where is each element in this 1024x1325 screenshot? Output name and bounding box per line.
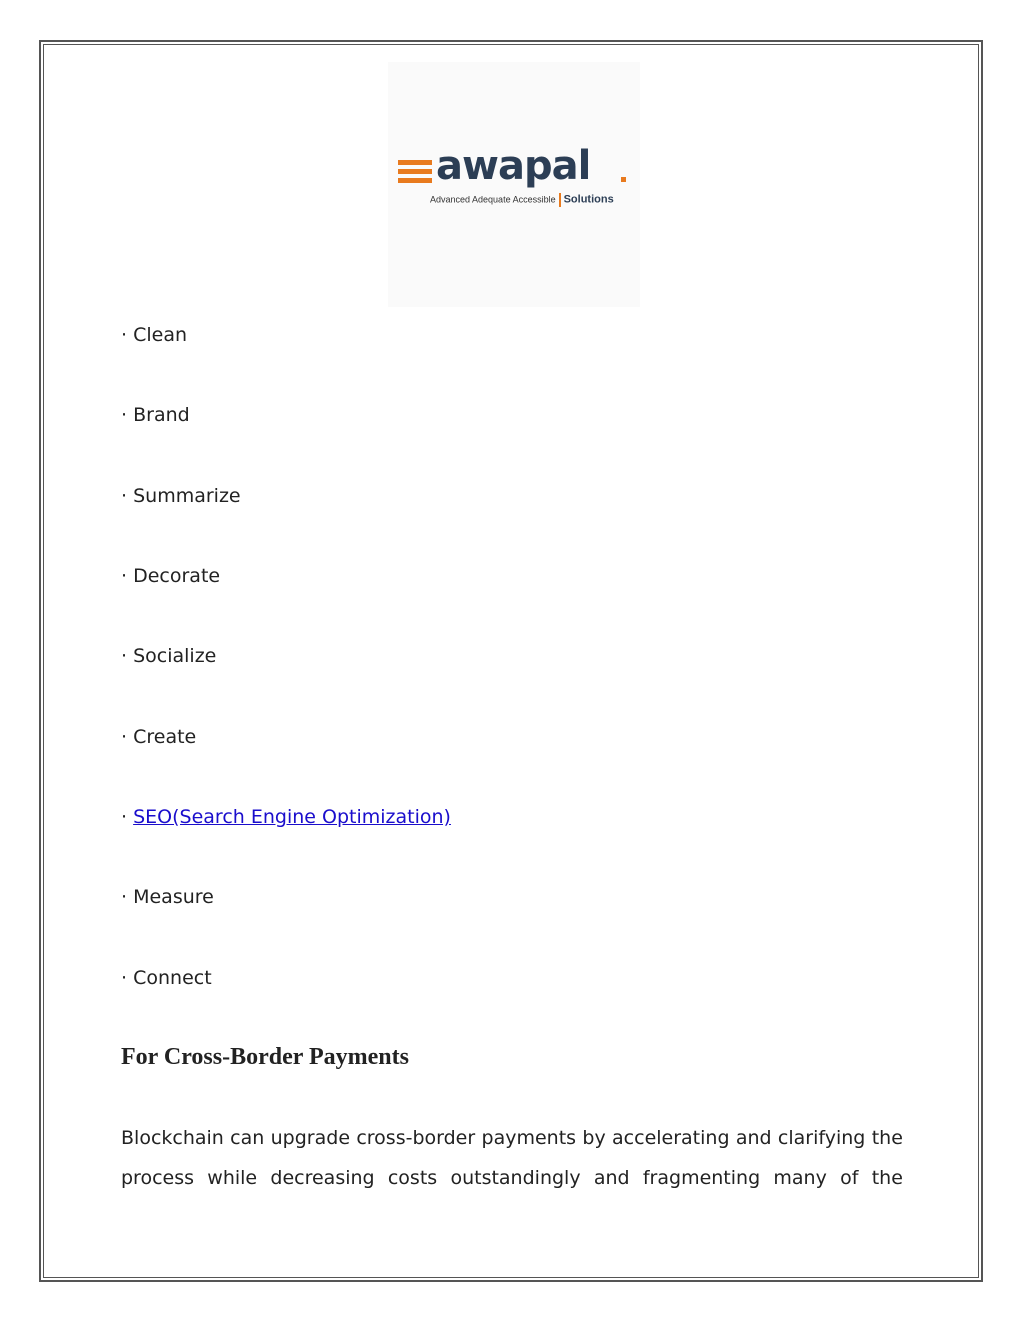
paragraph-word: and [593, 1167, 630, 1189]
bullet-marker: · [121, 726, 128, 748]
bullet-marker: · [121, 967, 128, 989]
list-item [121, 725, 196, 749]
list-item [121, 403, 190, 427]
list-item [121, 966, 212, 990]
bullet-marker: · [121, 645, 128, 667]
paragraph-word: outstandingly [450, 1167, 581, 1189]
paragraph-word: by [582, 1127, 606, 1149]
list-item-text: Socialize [133, 645, 217, 667]
paragraph-word: payments [481, 1127, 577, 1149]
paragraph-word: upgrade [270, 1127, 351, 1149]
logo-separator [559, 193, 561, 207]
section-heading: For Cross-Border Payments [121, 1044, 409, 1070]
paragraph-word: can [230, 1127, 265, 1149]
bullet-marker: · [121, 404, 128, 426]
company-logo [388, 62, 640, 307]
paragraph-word: of [840, 1167, 859, 1189]
list-item-text: Create [133, 726, 197, 748]
paragraph-word: fragmenting [642, 1167, 761, 1189]
paragraph-word: cross-border [356, 1127, 476, 1149]
list-item [121, 805, 451, 829]
paragraph-word: process [121, 1167, 195, 1189]
bullet-marker: · [121, 886, 128, 908]
logo-dot [621, 177, 626, 182]
list-item-text: Clean [133, 324, 188, 346]
bullet-marker: · [121, 806, 128, 828]
list-item [121, 885, 214, 909]
list-item-text: Brand [133, 404, 190, 426]
paragraph-word: while [207, 1167, 258, 1189]
logo-bars-icon [398, 160, 432, 186]
list-item [121, 564, 220, 588]
list-item-text: Connect [133, 967, 212, 989]
list-item [121, 484, 241, 508]
paragraph-word: Blockchain [121, 1127, 224, 1149]
seo-link[interactable]: SEO(Search Engine Optimization) [133, 806, 451, 828]
logo-tagline [430, 193, 614, 207]
paragraph-word: the [871, 1127, 903, 1149]
list-item-text: Decorate [133, 565, 221, 587]
logo-tagline-solutions: Solutions [563, 193, 614, 206]
paragraph-word: accelerating [612, 1127, 730, 1149]
list-item [121, 644, 216, 668]
paragraph-word: the [871, 1167, 903, 1189]
paragraph-line [121, 1166, 903, 1190]
paragraph-word: decreasing [270, 1167, 375, 1189]
list-item-text: Measure [133, 886, 214, 908]
paragraph-word: and [735, 1127, 772, 1149]
paragraph-word: costs [387, 1167, 438, 1189]
list-item [121, 323, 187, 347]
logo-tagline-text: Advanced Adequate Accessible [430, 194, 556, 205]
bullet-marker: · [121, 485, 128, 507]
paragraph-word: clarifying [777, 1127, 866, 1149]
logo-wordmark: awapal [436, 143, 591, 189]
bullet-marker: · [121, 565, 128, 587]
paragraph-line [121, 1126, 903, 1150]
list-item-text: Summarize [133, 485, 241, 507]
bullet-marker: · [121, 324, 128, 346]
paragraph-word: many [773, 1167, 827, 1189]
